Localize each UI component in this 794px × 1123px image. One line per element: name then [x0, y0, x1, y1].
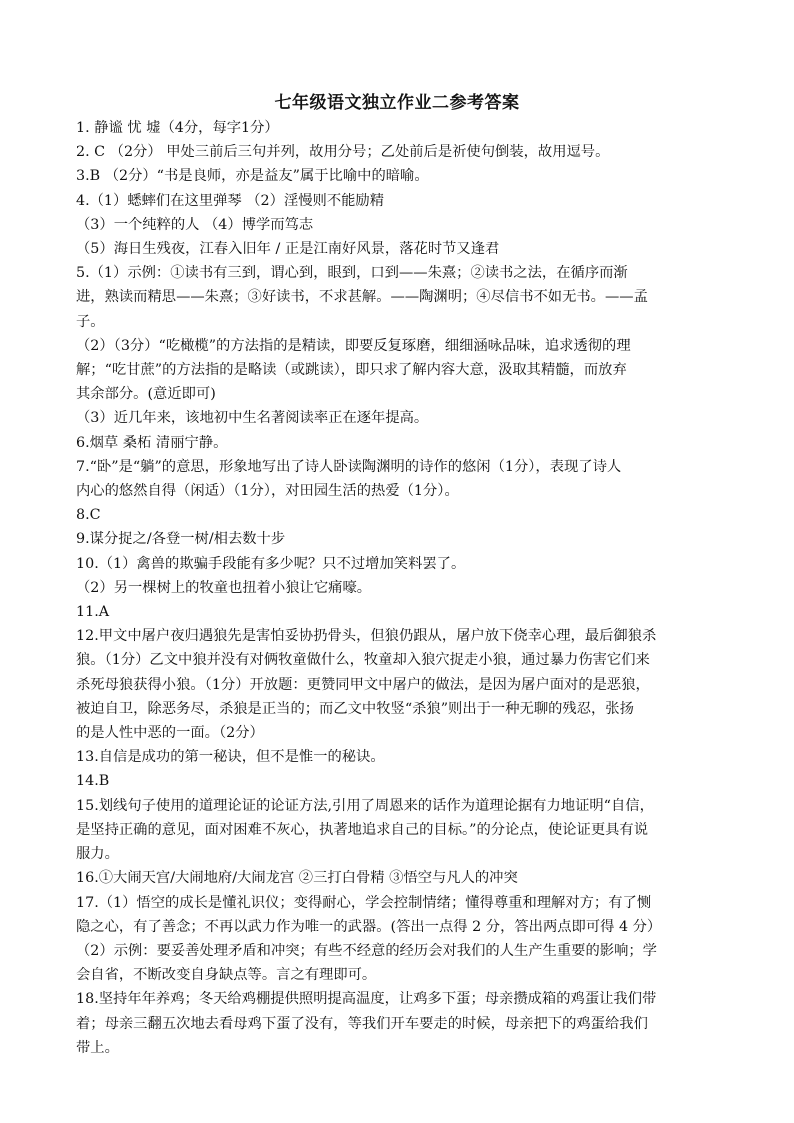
answer-line: 1. 静谧 忧 墟（4分，每字1分）	[76, 120, 279, 136]
answer-line: 7.“卧”是“躺”的意思，形象地写出了诗人卧读陶渊明的诗作的悠闲（1分），表现了诗人	[76, 458, 622, 475]
answer-line: 其余部分。(意近即可)	[76, 386, 216, 403]
answer-line: 内心的悠然自得（闲适）（1分），对田园生活的热爱（1分）。	[76, 483, 459, 500]
answer-line: 解；“吃甘蔗”的方法指的是略读（或跳读），即只求了解内容大意，汲取其精髓，而放弃	[76, 362, 627, 379]
answer-line: 子。	[76, 313, 105, 330]
answer-line: 进，熟读而精思——朱熹；③好读书，不求甚解。——陶渊明；④尽信书不如无书。——孟	[76, 289, 648, 306]
answer-line: 14.B	[76, 773, 110, 790]
answer-line: 3.B （2分）“书是良师，亦是益友”属于比喻中的暗喻。	[76, 168, 429, 185]
answer-line: 被迫自卫，除恶务尽，杀狼是正当的；而乙文中牧竖“杀狼”则出于一种无聊的残忍，张扬	[76, 700, 634, 717]
answer-line: 着；母亲三翻五次地去看母鸡下蛋了没有，等我们开车要走的时候，母亲把下的鸡蛋给我们	[76, 1015, 648, 1032]
answer-line: 隐之心，有了善念；不再以武力作为唯一的武器。(答出一点得 2 分，答出两点即可得 4 分）	[76, 918, 662, 935]
answer-line: 13.自信是成功的第一秘诀，但不是惟一的秘诀。	[76, 749, 385, 766]
answer-line: 2. C （2分） 甲处三前后三句并列，故用分号；乙处前后是祈使句倒装，故用逗号。	[76, 144, 610, 161]
answer-line: （2）（3分）“吃橄榄”的方法指的是精读，即要反复琢磨，细细涵咏品味，追求透彻的理	[76, 337, 631, 354]
answer-line: 15.划线句子使用的道理论证的论证方法,引用了周恩来的话作为道理论据有力地证明“自信，	[76, 797, 654, 814]
answer-line: 杀死母狼获得小狼。（1分）开放题：更赞同甲文中屠户的做法，是因为屠户面对的是恶狼，	[76, 676, 650, 693]
answer-line: （2）示例：要妥善处理矛盾和冲突；有些不经意的经历会对我们的人生产生重要的影响；学	[76, 942, 657, 959]
answer-line: （3）近几年来，该地初中生名著阅读率正在逐年提高。	[76, 410, 429, 427]
answer-line: （3）一个纯粹的人 （4）博学而笃志	[76, 216, 314, 233]
answer-line: （5）海日生残夜，江春入旧年 / 正是江南好风景，落花时节又逢君	[76, 241, 500, 258]
answer-line: 9.谋分捉之/各登一树/相去数十步	[76, 531, 286, 548]
answer-body	[76, 116, 726, 1060]
answer-line: （2）另一棵树上的牧童也扭着小狼让它痛嚎。	[76, 579, 372, 596]
answer-line: 狼。（1分）乙文中狼并没有对俩牧童做什么，牧童却入狼穴捉走小狼，通过暴力伤害它们来	[76, 652, 650, 669]
answer-line: 11.A	[76, 604, 110, 621]
answer-line: 是坚持正确的意见，面对困难不灰心，执著地追求自己的目标。”的分论点，使论证更具有说	[76, 821, 649, 838]
answer-line: 17.（1）悟空的成长是懂礼识仪；变得耐心，学会控制情绪；懂得尊重和理解对方；有了恻	[76, 894, 652, 911]
answer-line: 10.（1）禽兽的欺骗手段能有多少呢？只不过增加笑料罢了。	[76, 555, 466, 572]
answer-line: 会自省，不断改变自身缺点等。言之有理即可。	[76, 967, 377, 984]
answer-line: 4.（1）蟋蟀们在这里弹琴 （2）淫慢则不能励精	[76, 192, 385, 209]
answer-line: 的是人性中恶的一面。（2分）	[76, 725, 264, 742]
answer-line: 5.（1）示例：①读书有三到，谓心到，眼到，口到——朱熹；②读书之法，在循序而渐	[76, 265, 628, 282]
answer-line: 6.烟草 桑柘 清丽宁静。	[76, 434, 228, 451]
answer-line: 8.C	[76, 507, 101, 524]
page-title: 七年级语文独立作业二参考答案	[274, 93, 520, 113]
answer-line: 12.甲文中屠户夜归遇狼先是害怕妥协扔骨头，但狼仍跟从，屠户放下侥幸心理，最后御狼杀	[76, 628, 657, 645]
answer-line: 服力。	[76, 846, 119, 863]
answer-line: 16.①大闹天宫/大闹地府/大闹龙宫 ②三打白骨精 ③悟空与凡人的冲突	[76, 870, 518, 887]
answer-line: 带上。	[76, 1039, 119, 1056]
answer-line: 18.坚持年年养鸡；冬天给鸡棚提供照明提高温度，让鸡多下蛋；母亲攒成箱的鸡蛋让我们带	[76, 991, 657, 1008]
